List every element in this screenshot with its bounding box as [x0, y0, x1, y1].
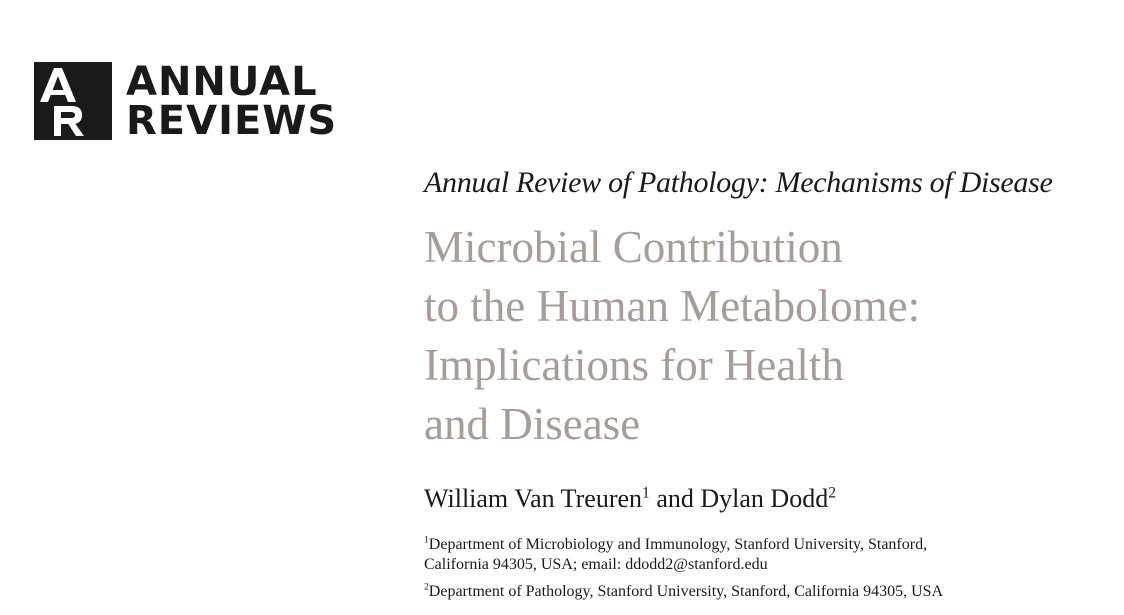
affiliation-text: Department of Pathology, Stanford University, Stanford, California 94305, USA [428, 583, 944, 600]
author-affiliation-marker: 2 [828, 484, 836, 502]
logo-line-1: ANNUAL [126, 59, 318, 105]
annual-reviews-logo [34, 59, 338, 144]
logo-line-2: REVIEWS [126, 98, 338, 144]
title-line: to the Human Metabolome: [424, 281, 921, 331]
ar-logo-mark-icon [34, 62, 112, 140]
title-line: Implications for Health [424, 340, 844, 390]
author-name: Dylan Dodd [700, 484, 829, 513]
author-affiliation-marker: 1 [642, 484, 650, 502]
affiliation-1 [424, 535, 984, 575]
affiliation-marker: 1 [424, 534, 429, 546]
title-line: and Disease [424, 399, 641, 449]
author-list [424, 484, 836, 514]
journal-name: Annual Review of Pathology: Mechanisms of Disease [424, 166, 1053, 199]
affiliation-marker: 2 [424, 581, 429, 593]
logo-wordmark [126, 59, 338, 144]
author-conjunction: and [649, 484, 701, 513]
author-name: William Van Treuren [424, 484, 643, 513]
affiliation-text: Department of Microbiology and Immunology, Stanford University, Stanford, California 94305, USA; email: ddodd2@stanford.edu [424, 536, 928, 573]
affiliation-2 [424, 582, 943, 602]
title-line: Microbial Contribution [424, 222, 843, 272]
article-title [424, 218, 920, 454]
